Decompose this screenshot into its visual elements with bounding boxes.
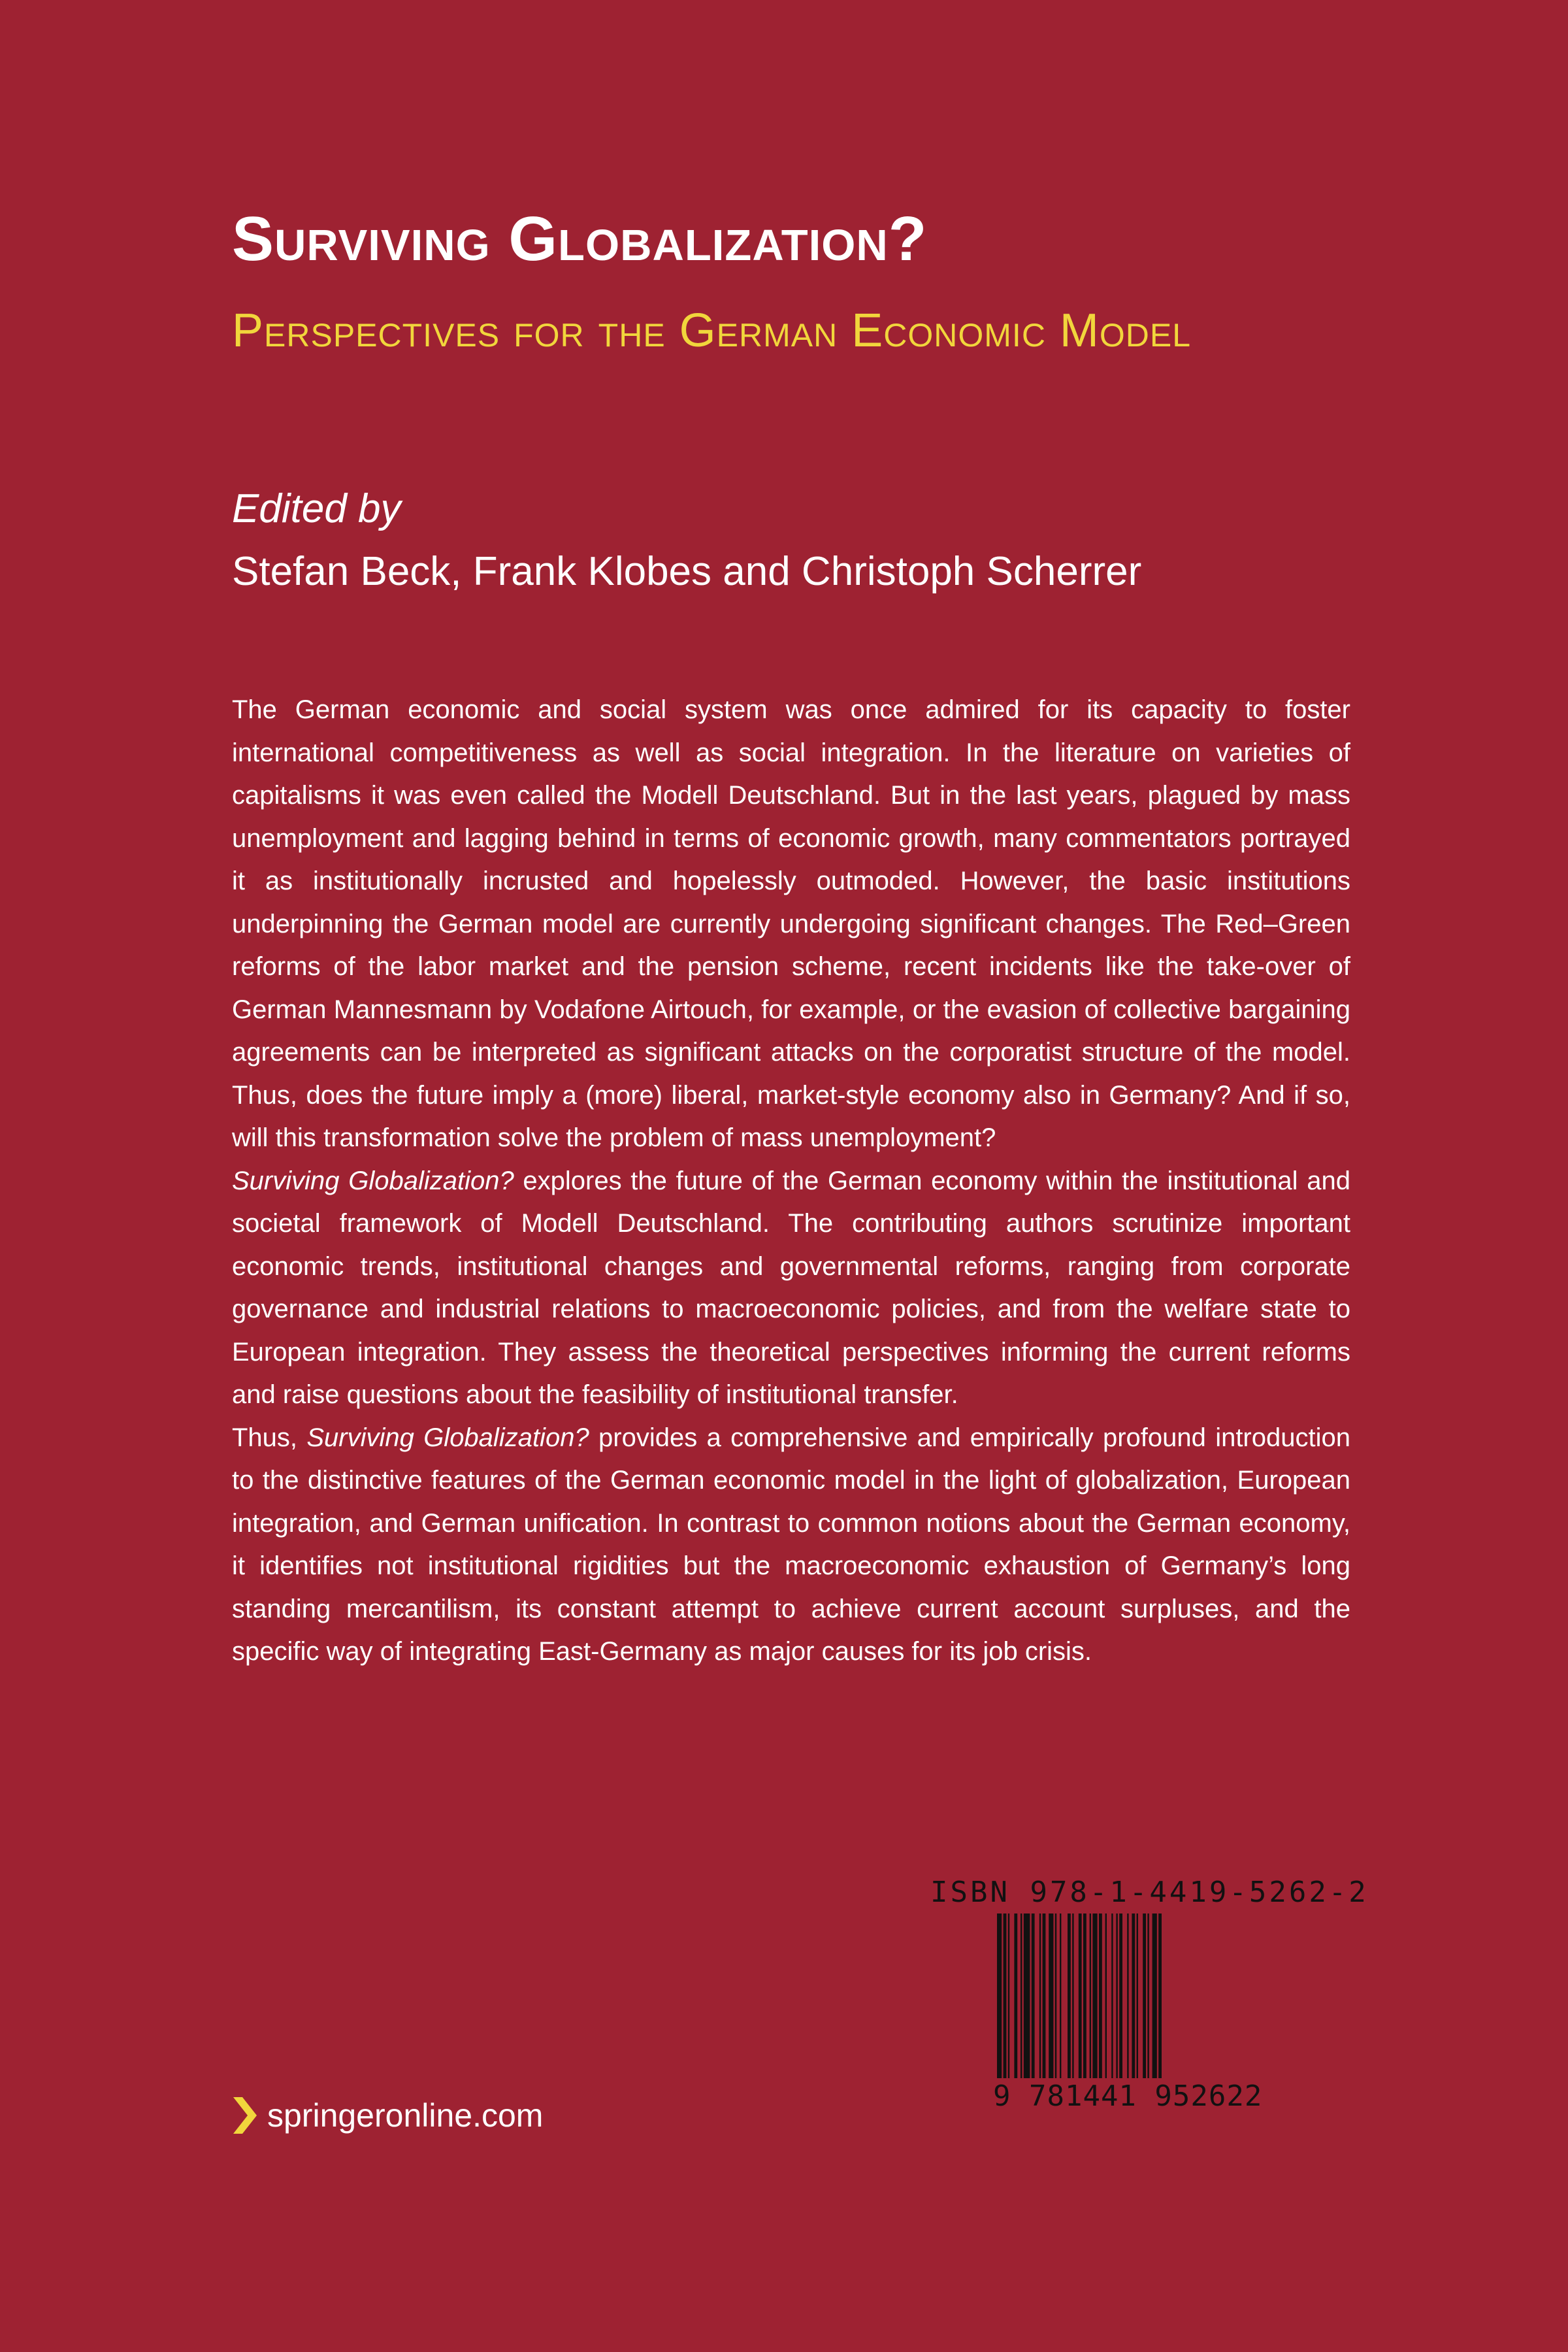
description-text: Thus, (232, 1423, 307, 1452)
book-title-reference: Surviving Globalization? (232, 1166, 514, 1195)
chevron-right-icon (232, 2096, 258, 2135)
description-paragraph-1: The German economic and social system was once admired for its capacity to foster international competitiveness as well as social integration. In the literature on varieties of capitalisms it was even called the Modell Deutschland. But in the last years, plagued by mass unemployment and lagging behind in terms of economic growth, many commentators portrayed it as institutionally incrusted and hopelessly outmoded. However, the basic institutions underpinning the German model are currently undergoing significant changes. The Red–Green reforms of the labor market and the pension scheme, recent incidents like the take-over of German Mannesmann by Vodafone Airtouch, for example, or the evasion of collective bargaining agreements can be interpreted as significant attacks on the corporatist structure of the model. Thus, does the future imply a (more) liberal, market-style economy also in Germany? And if so, will this transformation solve the problem of mass unemployment? (232, 695, 1350, 1152)
description-text: explores the future of the German economy within the institutional and societal framework of Modell Deutschland. The contributing authors scrutinize important economic trends, institutional changes and governmental reforms, ranging from corporate governance and industrial relations to macroeconomic policies, and from the welfare state to European integration. They assess the theoretical perspectives informing the current reforms and raise questions about the feasibility of institutional transfer. (232, 1166, 1350, 1409)
editors-names: Stefan Beck, Frank Klobes and Christoph Scherrer (232, 549, 1142, 594)
description-paragraph-2 (232, 1160, 1350, 1417)
publisher-website[interactable] (232, 2095, 543, 2136)
website-link[interactable]: springeronline.com (267, 2097, 544, 2134)
book-description (232, 689, 1350, 1674)
book-title-reference: Surviving Globalization? (306, 1423, 589, 1452)
barcode-digits: 9 781441 952622 (993, 2078, 1267, 2115)
book-subtitle: Perspectives for the German Economic Model (232, 305, 1192, 357)
book-title: Surviving Globalization? (232, 204, 928, 274)
description-paragraph-3 (232, 1417, 1350, 1674)
isbn-label: ISBN 978-1-4419-5262-2 (930, 1876, 1369, 1909)
edited-by-label: Edited by (232, 486, 401, 531)
description-text: provides a comprehensive and empirically profound introduction to the distinctive features of the German economic model in the light of globalization, European integration, and German unification. In contrast to common notions about the German economy, it identifies not institutional rigidities but the macroeconomic exhaustion of Germany’s long standing mercantilism, its constant attempt to achieve current account surpluses, and the specific way of integrating East-Germany as major causes for its job crisis. (232, 1423, 1350, 1666)
